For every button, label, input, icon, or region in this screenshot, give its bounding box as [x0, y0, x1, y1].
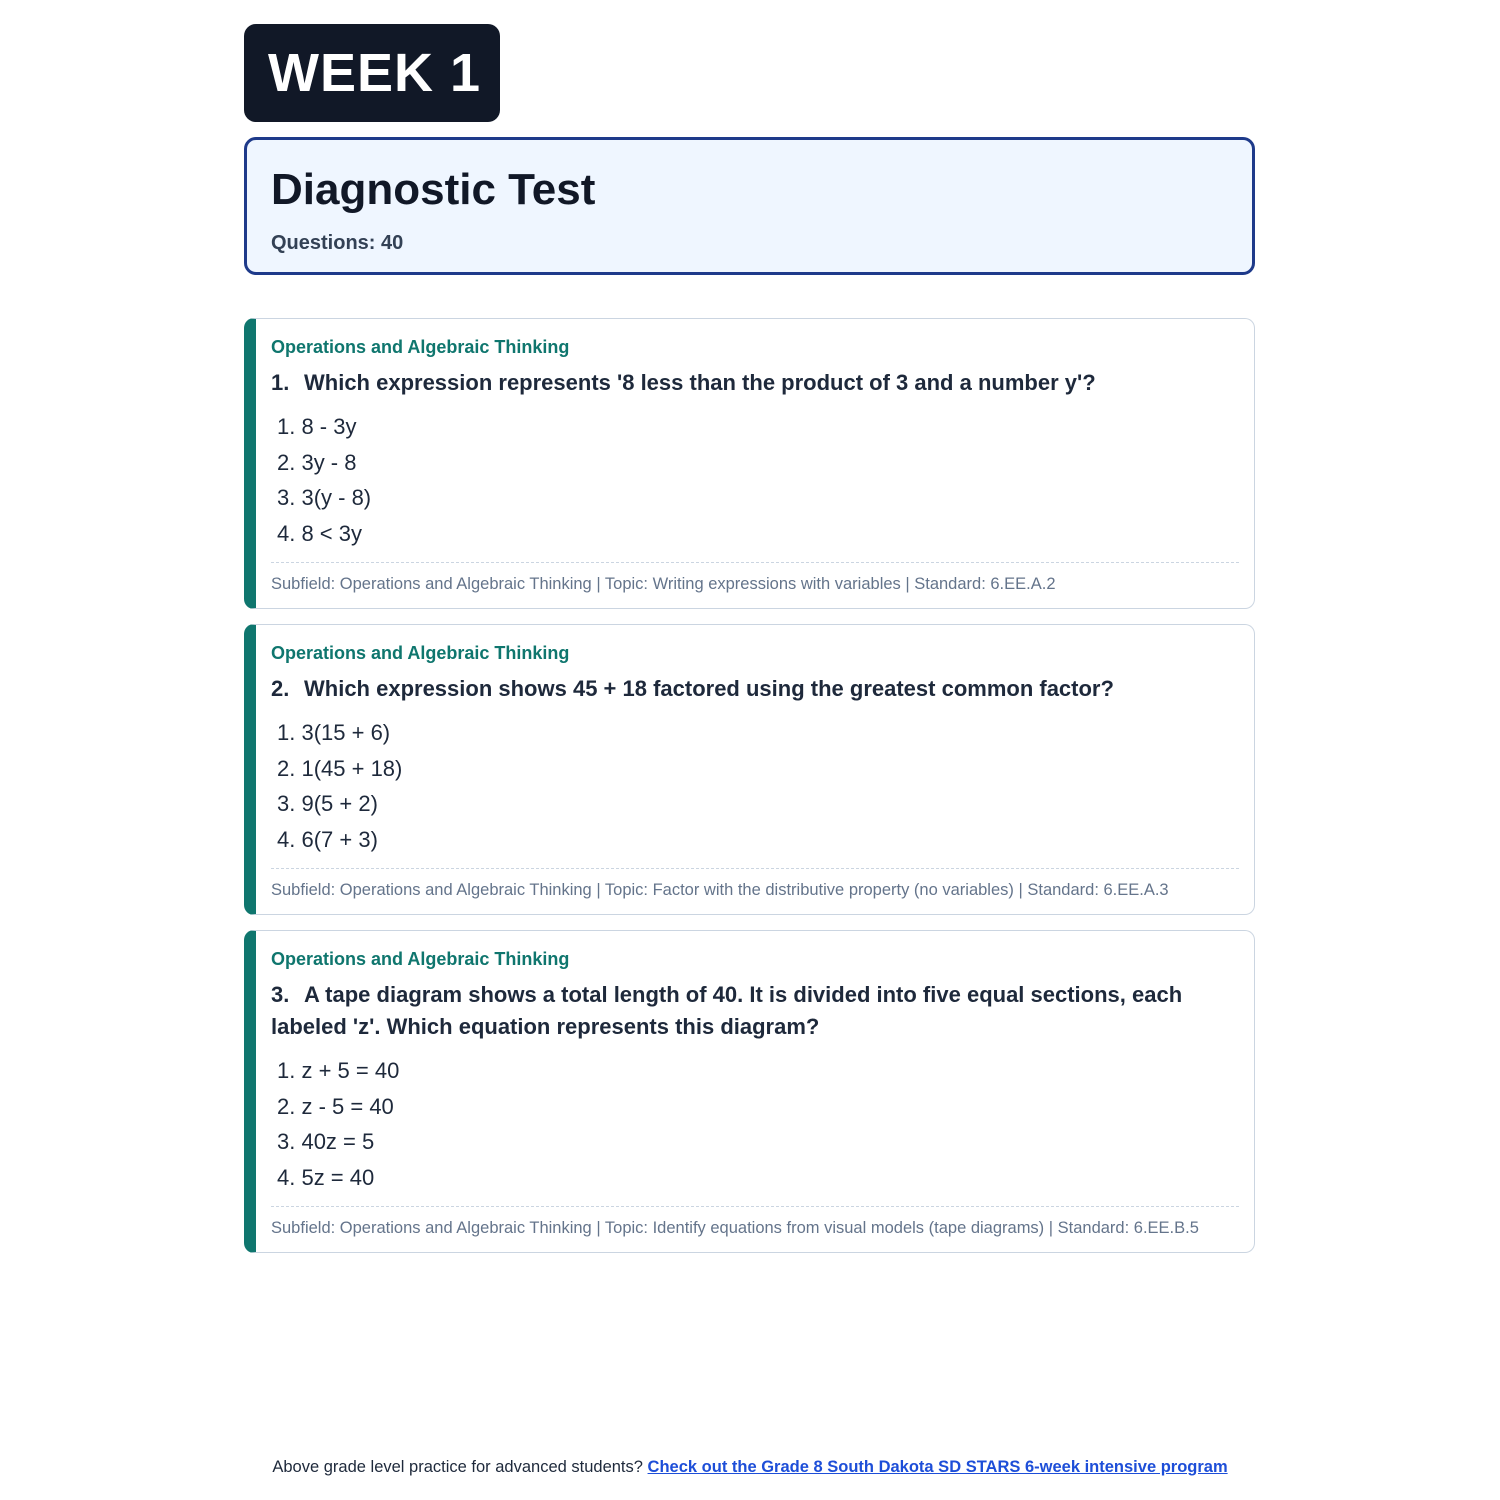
answer-option[interactable]: 2. 1(45 + 18): [277, 755, 403, 781]
program-link[interactable]: Check out the Grade 8 South Dakota SD STARS 6-week intensive program: [647, 1458, 1228, 1476]
answer-option[interactable]: 3. 40z = 5: [277, 1129, 375, 1155]
question-metadata: Subfield: Operations and Algebraic Thinking | Topic: Factor with the distributive property (no variables) | Standard: 6.EE.A.3: [271, 868, 1239, 901]
question-category: Operations and Algebraic Thinking: [271, 949, 570, 969]
answer-option[interactable]: 4. 5z = 40: [277, 1165, 375, 1191]
question-count: Questions: 40: [271, 232, 404, 254]
answer-option[interactable]: 3. 3(y - 8): [277, 485, 372, 511]
answer-options: [271, 715, 1239, 858]
answer-option[interactable]: 2. 3y - 8: [277, 449, 357, 475]
question-number: 2.: [271, 676, 290, 701]
question-category: Operations and Algebraic Thinking: [271, 337, 570, 357]
question-number: 1.: [271, 370, 290, 395]
answer-option[interactable]: 4. 8 < 3y: [277, 521, 363, 547]
answer-option[interactable]: 1. z + 5 = 40: [277, 1058, 400, 1083]
answer-options: [271, 409, 1239, 552]
footer-prompt: Above grade level practice for advanced students?: [272, 1458, 643, 1476]
question-prompt: A tape diagram shows a total length of 40. It is divided into five equal sections, each labeled 'z'. Which equation represents this diagram?: [271, 982, 1183, 1039]
question-text: [271, 367, 1239, 399]
question-card-3: [244, 930, 1255, 1253]
question-category: Operations and Algebraic Thinking: [271, 643, 570, 663]
question-text: [271, 979, 1239, 1043]
question-number: 3.: [271, 982, 290, 1007]
question-text: [271, 673, 1239, 705]
answer-option[interactable]: 3. 9(5 + 2): [277, 791, 378, 817]
answer-options: [271, 1053, 1239, 1196]
week-badge: WEEK 1: [244, 24, 500, 122]
question-card-2: [244, 624, 1255, 915]
question-metadata: Subfield: Operations and Algebraic Thinking | Topic: Identify equations from visual models (tape diagrams) | Standard: 6.EE.B.5: [271, 1206, 1239, 1239]
answer-option[interactable]: 2. z - 5 = 40: [277, 1093, 394, 1119]
test-title: Diagnostic Test: [271, 165, 596, 214]
question-prompt: Which expression shows 45 + 18 factored using the greatest common factor?: [304, 676, 1114, 701]
question-prompt: Which expression represents '8 less than the product of 3 and a number y'?: [304, 370, 1096, 395]
question-card-1: [244, 318, 1255, 609]
answer-option[interactable]: 1. 3(15 + 6): [277, 720, 391, 745]
test-header: [244, 137, 1255, 275]
answer-option[interactable]: 1. 8 - 3y: [277, 414, 357, 439]
footer: [0, 1457, 1500, 1477]
answer-option[interactable]: 4. 6(7 + 3): [277, 827, 378, 853]
question-metadata: Subfield: Operations and Algebraic Thinking | Topic: Writing expressions with variables | Standard: 6.EE.A.2: [271, 562, 1239, 595]
